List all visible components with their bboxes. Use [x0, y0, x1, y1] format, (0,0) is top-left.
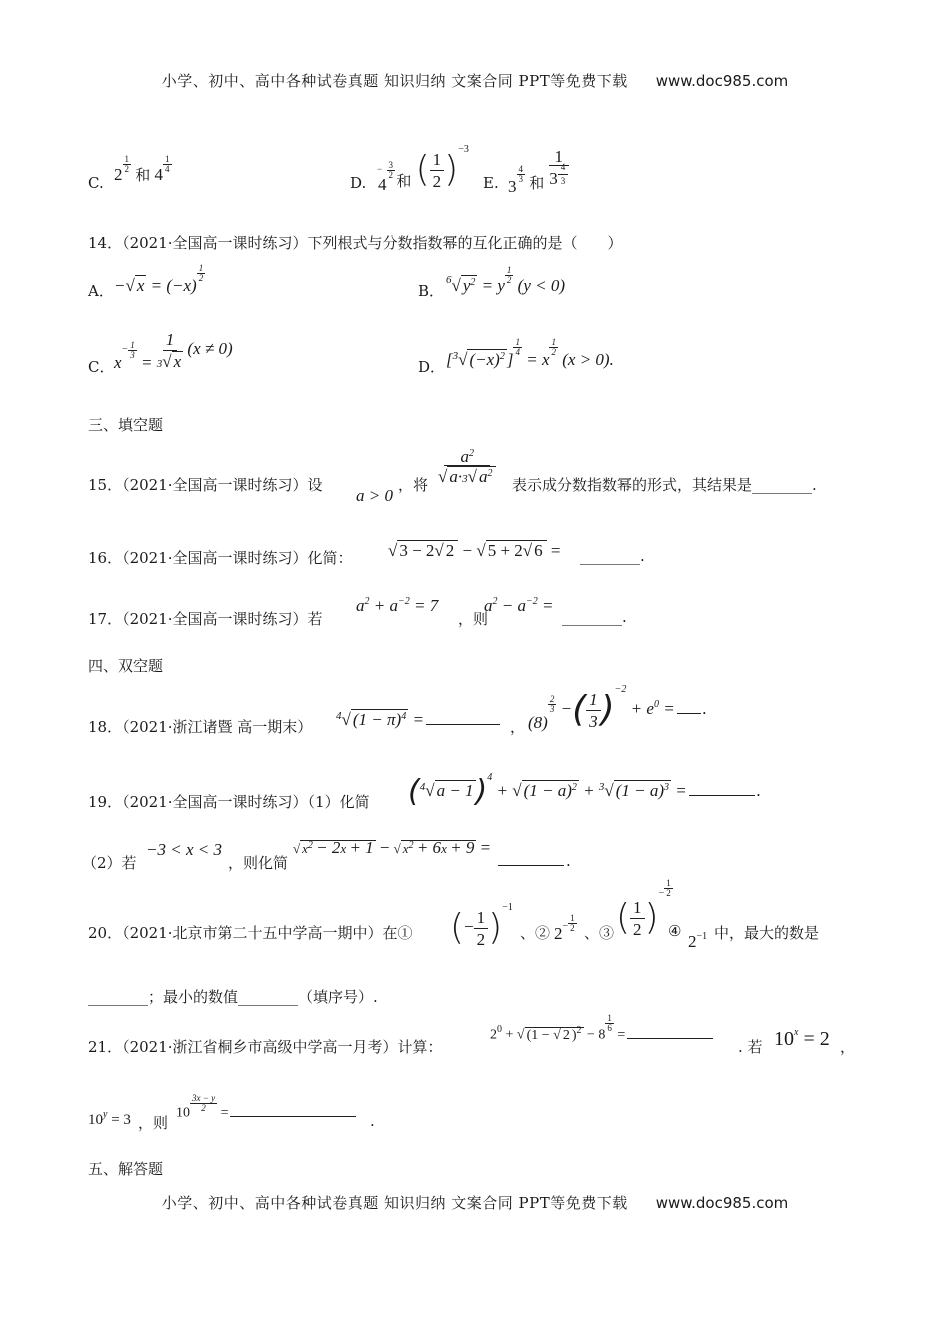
header-text: 小学、初中、高中各种试卷真题 知识归纳 文案合同 PPT等免费下载: [161, 72, 628, 90]
q13-e-expr: 3 $\frac{4}{3}$ 和 1 3 $\frac{4}{3}$: [508, 150, 569, 194]
q17-cond: $a^2 + a^{-2} = 7$: [356, 596, 439, 615]
q14-c-label: C．: [88, 358, 115, 376]
q15-expr: $\frac{a^2}{√ a\cdot 3√ a^2}$: [438, 448, 496, 485]
q20-post: 中，最大的数是: [714, 924, 820, 942]
q17: [88, 594, 688, 634]
q21-mid: . 若: [738, 1038, 763, 1056]
q17-expr: $a^2 - a^{-2}$ =: [484, 596, 554, 615]
q20-expr2: 2− $\frac{1}{2}$: [554, 912, 575, 943]
q19-cond: −3 < x < 3: [146, 840, 222, 859]
q14-d-label: D．: [418, 358, 446, 376]
q14-a-label: A．: [88, 282, 114, 300]
q13-d-expr: 4 $\frac{3}{2}$ − 和 ( $\frac{1}{2}$ )$^{-3}$: [377, 143, 469, 194]
q20-sep2: 、③: [584, 924, 615, 942]
q18-expr1: $^4$√ $(1 - \pi)^4$ =: [336, 710, 502, 730]
q21-line2-end: .: [370, 1112, 375, 1130]
q20-expr3: ( $\frac{1}{2}$ )− $\frac{1}{2}$: [616, 877, 671, 939]
footer-url[interactable]: www.doc985.com: [655, 1194, 789, 1212]
q13-options: [88, 143, 648, 210]
q15-pre: 15．（2021·全国高一课时练习）设: [88, 476, 323, 494]
q17-post: ________.: [562, 608, 627, 626]
q21-cond2: $10^y = 3$: [88, 1109, 131, 1128]
q14-row2: [88, 330, 648, 380]
q15-cond: a > 0: [356, 486, 393, 505]
q14-a-expr: −√ x = (−x) $\frac{1}{2}$: [114, 262, 204, 295]
q19-part2-pre: （2）若: [82, 854, 137, 872]
q18: [88, 683, 728, 750]
q13-d-label: D.: [350, 174, 367, 192]
page-footer: [0, 1192, 950, 1213]
q19-expr2: √ $x^2 - 2x + 1$ − √ $x^2 + 6x + 9$ =: [293, 838, 492, 857]
section-fill-blank: 三、填空题: [88, 416, 164, 434]
q21-cond1: $10^x = 2$: [774, 1027, 830, 1050]
q21-line2: [88, 1093, 588, 1138]
q19-pre: 19．（2021·全国高一课时练习）（1）化简: [88, 793, 370, 811]
q14-b-expr: $^6$√ $y^2 = y$ $\frac{1}{2}$ (y < 0): [446, 264, 566, 295]
q15-post: 表示成分数指数幂的形式，其结果是________.: [512, 476, 817, 494]
q19-expr1: ($^4$√ a − 1)$^4$ + √ $(1 - a)^2 + ^3√$ $(1 - a)^3$ = .: [408, 771, 762, 809]
q14-d-expr: [$^3$√ $(-x)^2$ ] $\frac{1}{4}$ = x $\frac{1}{2}$ (x > 0).: [446, 336, 614, 369]
q13-c-label: C.: [88, 174, 104, 192]
q14-row1: [88, 262, 588, 310]
q18-sep: ，: [510, 718, 526, 736]
q21-line2-mid: ，则: [138, 1114, 169, 1132]
q20: [88, 877, 868, 968]
footer-text: 小学、初中、高中各种试卷真题 知识归纳 文案合同 PPT等免费下载: [161, 1194, 628, 1212]
q15: [88, 448, 868, 508]
q20-pre: 20．（2021·北京市第二十五中学高一期中）在①: [88, 924, 413, 942]
q20-sep3: ④: [668, 922, 682, 940]
q19: [88, 771, 788, 825]
q18-pre: 18．（2021·浙江诸暨 高一期末）: [88, 718, 313, 736]
q19-blank: .: [496, 852, 571, 870]
q19-part2-mid: ，则化简: [228, 854, 289, 872]
q20-expr1: (− $\frac{1}{2}$ )$^{-1}$: [450, 901, 513, 949]
q16-post: ________.: [580, 547, 645, 565]
q14-b-label: B．: [418, 282, 445, 300]
q14-stem: 14．（2021·全国高一课时练习）下列根式与分数指数幂的互化正确的是（ ）: [88, 234, 623, 252]
q21-expr2: 10 $\frac{3x - y}{2}$ =: [176, 1104, 358, 1123]
section-answer: 五、解答题: [88, 1160, 164, 1178]
q20-sep1: 、②: [520, 924, 551, 942]
q15-mid: ，将: [398, 476, 429, 494]
q20-line2: ________；最小的数值________（填序号）.: [88, 988, 378, 1006]
q21: [88, 1013, 868, 1072]
q16-expr: √ 3 − 2√ 2 − √ 5 + 2√ 6 =: [388, 541, 561, 560]
q16: [88, 535, 688, 575]
section-double-blank: 四、双空题: [88, 657, 164, 675]
q16-pre: 16．（2021·全国高一课时练习）化简：: [88, 549, 353, 567]
q13-e-label: E.: [483, 174, 499, 192]
q20-expr4: $2^{-1}$: [688, 931, 708, 951]
q21-end: ，: [840, 1038, 856, 1056]
q19-part2: [82, 838, 728, 878]
q17-pre: 17．（2021·全国高一课时练习）若: [88, 610, 323, 628]
q18-expr2: (8) $\frac{2}{3}$ −( $\frac{1}{3}$ )$^{-2} + e^0$ = .: [528, 683, 707, 732]
q21-pre: 21．（2021·浙江省桐乡市高级中学高一月考）计算：: [88, 1038, 443, 1056]
q13-c-expr: 2 $\frac{1}{2}$ 和 4 $\frac{1}{4}$: [114, 153, 170, 184]
q21-expr: $2^0$ + √ (1 − √ 2 )$^2$ − 8 $\frac{1}{6}$ =: [490, 1026, 715, 1045]
q14-c-expr: x− $\frac{1}{3}$ = $\frac{1}{3√ x}$ (x ≠ 0): [114, 330, 233, 372]
header-url[interactable]: www.doc985.com: [655, 72, 789, 90]
page-header: [0, 70, 950, 91]
q17-mid: ，则: [458, 610, 489, 628]
